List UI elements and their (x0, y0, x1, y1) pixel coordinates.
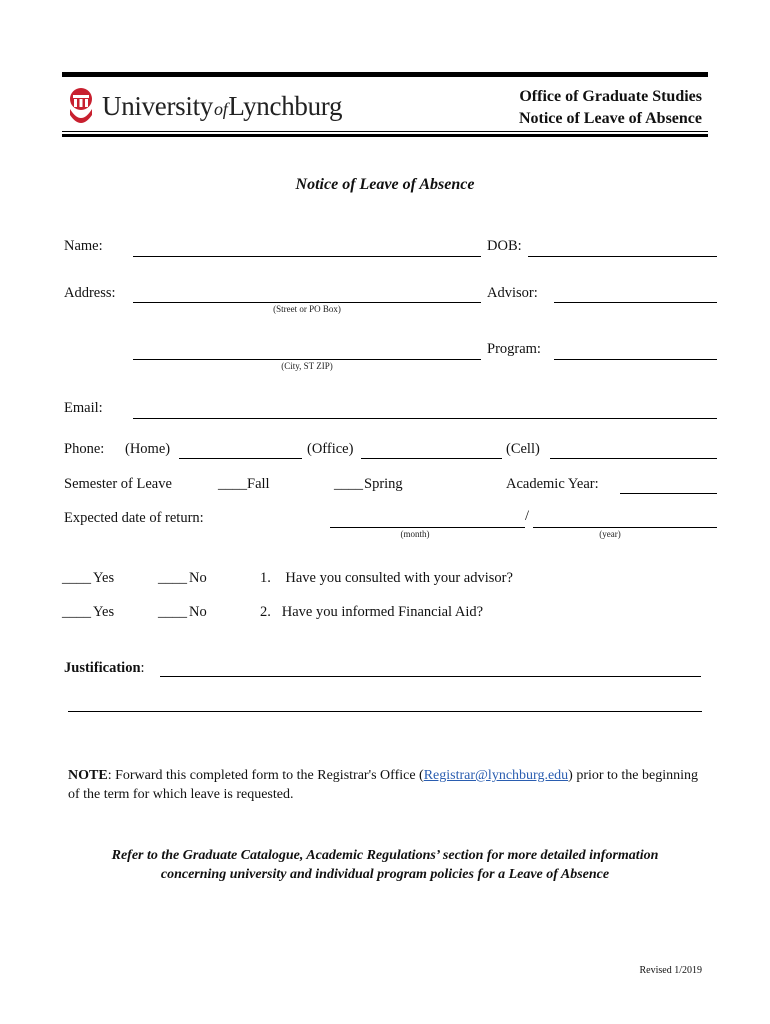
q2-text: 2. Have you informed Financial Aid? (260, 604, 484, 620)
header-thin-rule (62, 131, 708, 132)
email-label: Email: (64, 400, 103, 416)
note-label: NOTE (68, 768, 108, 783)
justification-label-wrap (64, 660, 145, 677)
q2-no-blank[interactable]: ____ (158, 604, 187, 620)
header-bottom-rule (62, 134, 708, 137)
refer-line-1: Refer to the Graduate Catalogue, Academic Regulations’ section for more detailed information (111, 848, 659, 863)
program-field[interactable] (554, 359, 717, 360)
q2-yes-label: Yes (93, 604, 115, 620)
note-paragraph (68, 766, 708, 804)
phone-cell-field[interactable] (550, 458, 717, 459)
q1-yes-blank[interactable]: ____ (62, 570, 91, 586)
spring-label: Spring (364, 476, 403, 492)
spring-blank[interactable]: ____ (334, 476, 363, 492)
address-label: Address: (64, 285, 116, 301)
q1-text: 1. Have you consulted with your advisor? (260, 570, 513, 586)
academic-year-label: Academic Year: (506, 476, 599, 492)
university-seal-icon (66, 87, 96, 125)
justification-label: Justification (64, 660, 141, 676)
university-logo (66, 86, 342, 126)
dob-field[interactable] (528, 256, 717, 257)
year-hint: (year) (599, 529, 621, 539)
return-date-label: Expected date of return: (64, 510, 204, 526)
q2-yes-blank[interactable]: ____ (62, 604, 91, 620)
q1-yes-label: Yes (93, 570, 115, 586)
semester-label: Semester of Leave (64, 476, 172, 492)
header-form-title: Notice of Leave of Absence (518, 110, 702, 127)
justification-colon: : (140, 660, 145, 676)
advisor-field[interactable] (554, 302, 717, 303)
refer-paragraph (60, 846, 710, 884)
month-hint: (month) (400, 529, 430, 539)
office-title: Office of Graduate Studies (519, 88, 702, 105)
email-field[interactable] (133, 418, 717, 419)
phone-label: Phone: (64, 441, 105, 457)
refer-line-2: concerning university and individual program policies for a Leave of Absence (160, 867, 610, 882)
note-text-after: ) prior to the beginning of the term for which leave is requested. (68, 768, 699, 802)
phone-office-label: (Office) (307, 441, 354, 457)
fall-blank[interactable]: ____ (218, 476, 247, 492)
logo-wordmark (102, 91, 342, 122)
address-city-field[interactable] (133, 359, 481, 360)
return-month-field[interactable] (330, 527, 525, 528)
page-title: Notice of Leave of Absence (295, 176, 475, 193)
date-slash: / (525, 508, 530, 524)
street-hint: (Street or PO Box) (273, 304, 341, 314)
fall-label: Fall (247, 476, 270, 492)
header-right-titles (519, 86, 702, 130)
note-text-before: : Forward this completed form to the Registrar's Office ( (107, 768, 424, 783)
name-label: Name: (64, 238, 103, 254)
phone-home-label: (Home) (125, 441, 171, 457)
logo-lynchburg: Lynchburg (228, 90, 343, 121)
name-field[interactable] (133, 256, 481, 257)
revised-date: Revised 1/2019 (639, 965, 702, 976)
justification-field[interactable] (160, 676, 701, 677)
q2-no-label: No (189, 604, 207, 620)
return-year-field[interactable] (533, 527, 717, 528)
dob-label: DOB: (487, 238, 522, 254)
phone-cell-label: (Cell) (506, 441, 540, 457)
q1-no-blank[interactable]: ____ (158, 570, 187, 586)
registrar-email-link[interactable]: Registrar@lynchburg.edu (423, 768, 569, 783)
city-hint: (City, ST ZIP) (281, 361, 333, 371)
logo-university: University (102, 90, 213, 121)
justification-field-line-2[interactable] (68, 711, 702, 712)
q1-no-label: No (189, 570, 207, 586)
address-street-field[interactable] (133, 302, 481, 303)
academic-year-field[interactable] (620, 493, 717, 494)
advisor-label: Advisor: (487, 285, 538, 301)
program-label: Program: (487, 341, 541, 357)
header-top-rule (62, 72, 708, 77)
phone-office-field[interactable] (361, 458, 502, 459)
logo-of: of (214, 98, 228, 119)
phone-home-field[interactable] (179, 458, 302, 459)
